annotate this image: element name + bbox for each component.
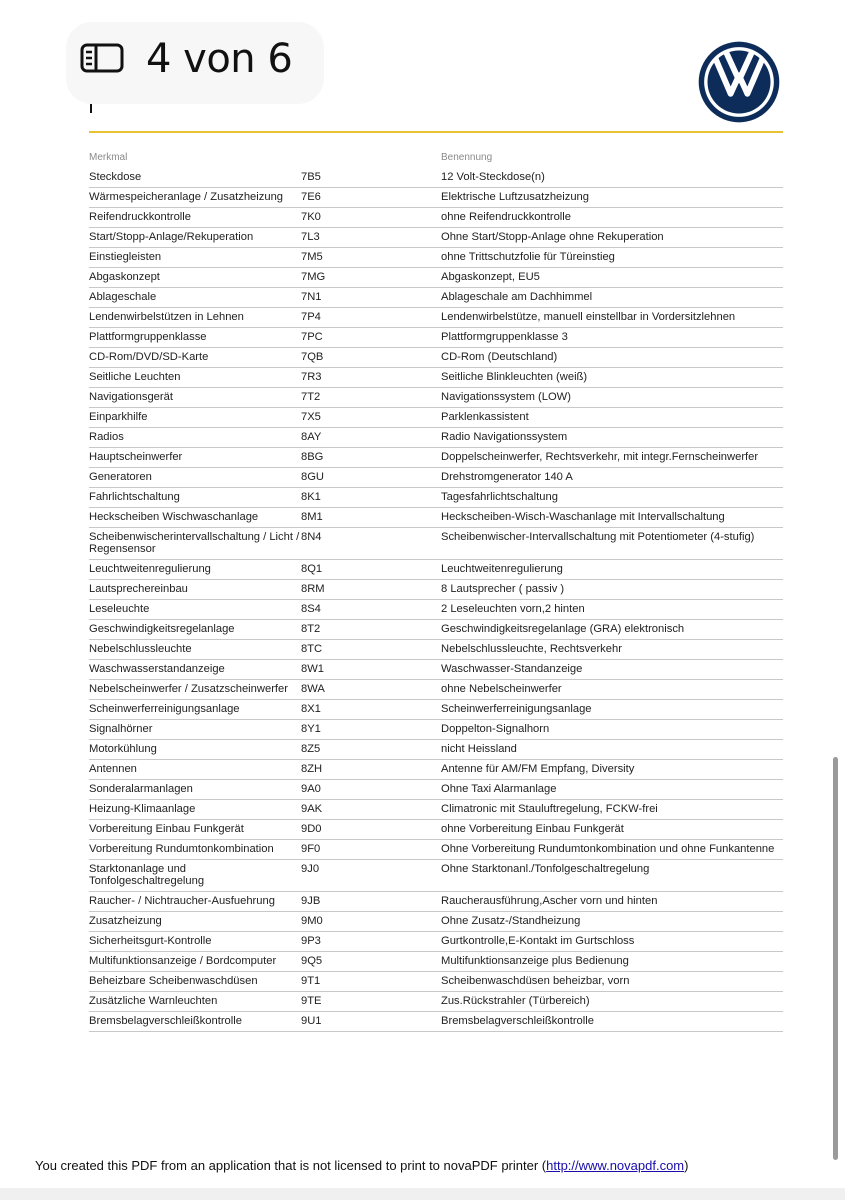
cell-feature: Antennen: [89, 760, 301, 780]
table-row: [89, 488, 783, 508]
cell-feature: Beheizbare Scheibenwaschdüsen: [89, 972, 301, 992]
notice-text: You created this PDF from an application that is not licensed to print to novaPDF printer (: [35, 1158, 547, 1173]
cell-code: 8ZH: [301, 760, 441, 780]
cell-feature: Wärmespeicheranlage / Zusatzheizung: [89, 188, 301, 208]
cell-feature: Heizung-Klimaanlage: [89, 800, 301, 820]
cell-name: Elektrische Luftzusatzheizung: [441, 188, 783, 208]
cell-name: Waschwasser-Standanzeige: [441, 660, 783, 680]
cell-name: Parklenkassistent: [441, 408, 783, 428]
cell-name: Doppelscheinwerfer, Rechtsverkehr, mit integr.Fernscheinwerfer: [441, 448, 783, 468]
cell-name: nicht Heissland: [441, 740, 783, 760]
table-row: [89, 892, 783, 912]
cell-feature: Multifunktionsanzeige / Bordcomputer: [89, 952, 301, 972]
cell-code: 8Y1: [301, 720, 441, 740]
cell-code: 8N4: [301, 528, 441, 560]
page-indicator[interactable]: [66, 22, 324, 104]
table-row: [89, 740, 783, 760]
cell-code: 8AY: [301, 428, 441, 448]
table-row: [89, 368, 783, 388]
cell-name: 12 Volt-Steckdose(n): [441, 168, 783, 188]
cell-code: 7T2: [301, 388, 441, 408]
cell-code: 8RM: [301, 580, 441, 600]
cell-feature: Heckscheiben Wischwaschanlage: [89, 508, 301, 528]
cell-code: 8WA: [301, 680, 441, 700]
table-row: [89, 760, 783, 780]
table-row: [89, 912, 783, 932]
cell-name: Zus.Rückstrahler (Türbereich): [441, 992, 783, 1012]
table-row: [89, 348, 783, 368]
table-row: [89, 640, 783, 660]
cell-code: 8W1: [301, 660, 441, 680]
cell-name: Doppelton-Signalhorn: [441, 720, 783, 740]
cell-feature: Raucher- / Nichtraucher-Ausfuehrung: [89, 892, 301, 912]
cell-code: 7X5: [301, 408, 441, 428]
cell-code: 9A0: [301, 780, 441, 800]
cell-name: CD-Rom (Deutschland): [441, 348, 783, 368]
cell-code: 7E6: [301, 188, 441, 208]
table-row: [89, 932, 783, 952]
cell-name: Navigationssystem (LOW): [441, 388, 783, 408]
cell-code: 7N1: [301, 288, 441, 308]
table-row: [89, 448, 783, 468]
cell-code: 7R3: [301, 368, 441, 388]
header-code: [301, 150, 441, 168]
cell-code: 7PC: [301, 328, 441, 348]
header-rule: [89, 131, 783, 133]
novapdf-notice: [35, 1158, 688, 1173]
cell-name: ohne Vorbereitung Einbau Funkgerät: [441, 820, 783, 840]
table-header-row: [89, 150, 783, 168]
cell-feature: Einstiegleisten: [89, 248, 301, 268]
cell-feature: Zusatzheizung: [89, 912, 301, 932]
cell-feature: Radios: [89, 428, 301, 448]
cell-name: Scheinwerferreinigungsanlage: [441, 700, 783, 720]
cell-name: Ohne Zusatz-/Standheizung: [441, 912, 783, 932]
cell-code: 9T1: [301, 972, 441, 992]
table-row: [89, 840, 783, 860]
vertical-scrollbar[interactable]: [833, 757, 838, 1160]
cell-name: ohne Nebelscheinwerfer: [441, 680, 783, 700]
table-row: [89, 560, 783, 580]
cell-name: ohne Reifendruckkontrolle: [441, 208, 783, 228]
cell-feature: Geschwindigkeitsregelanlage: [89, 620, 301, 640]
header-feature: Merkmal: [89, 152, 128, 163]
cell-name: Scheibenwaschdüsen beheizbar, vorn: [441, 972, 783, 992]
cell-code: 9M0: [301, 912, 441, 932]
cell-name: Ablageschale am Dachhimmel: [441, 288, 783, 308]
cell-name: Lendenwirbelstütze, manuell einstellbar in Vordersitzlehnen: [441, 308, 783, 328]
cell-feature: Scheibenwischerintervallschaltung / Licht / Regensensor: [89, 528, 301, 560]
cell-name: Scheibenwischer-Intervallschaltung mit Potentiometer (4-stufig): [441, 528, 783, 560]
cell-code: 8Z5: [301, 740, 441, 760]
table-row: [89, 1012, 783, 1032]
cell-feature: Vorbereitung Rundumtonkombination: [89, 840, 301, 860]
page-bottom-edge: [0, 1188, 845, 1200]
cell-code: 8GU: [301, 468, 441, 488]
cell-code: 7B5: [301, 168, 441, 188]
table-row: [89, 428, 783, 448]
cell-code: 8X1: [301, 700, 441, 720]
cell-code: 8T2: [301, 620, 441, 640]
cell-feature: Start/Stopp-Anlage/Rekuperation: [89, 228, 301, 248]
text-cursor: [90, 104, 92, 113]
cell-name: 2 Leseleuchten vorn,2 hinten: [441, 600, 783, 620]
cell-feature: Signalhörner: [89, 720, 301, 740]
cell-name: Climatronic mit Stauluftregelung, FCKW-frei: [441, 800, 783, 820]
cell-name: Ohne Taxi Alarmanlage: [441, 780, 783, 800]
table-row: [89, 780, 783, 800]
cell-name: Raucherausführung,Ascher vorn und hinten: [441, 892, 783, 912]
cell-feature: Reifendruckkontrolle: [89, 208, 301, 228]
cell-name: 8 Lautsprecher ( passiv ): [441, 580, 783, 600]
table-row: [89, 720, 783, 740]
cell-code: 9U1: [301, 1012, 441, 1032]
cell-code: 9AK: [301, 800, 441, 820]
header-name: Benennung: [441, 152, 493, 163]
cell-code: 9J0: [301, 860, 441, 892]
cell-code: 8Q1: [301, 560, 441, 580]
cell-name: Drehstromgenerator 140 A: [441, 468, 783, 488]
table-row: [89, 992, 783, 1012]
cell-feature: Steckdose: [89, 168, 301, 188]
cell-name: Gurtkontrolle,E-Kontakt im Gurtschloss: [441, 932, 783, 952]
cell-feature: Leseleuchte: [89, 600, 301, 620]
table-row: [89, 508, 783, 528]
cell-feature: Generatoren: [89, 468, 301, 488]
table-row: [89, 972, 783, 992]
cell-feature: Bremsbelagverschleißkontrolle: [89, 1012, 301, 1032]
table-row: [89, 952, 783, 972]
equipment-table: [89, 150, 783, 1032]
table-row: [89, 308, 783, 328]
cell-feature: Einparkhilfe: [89, 408, 301, 428]
novapdf-link[interactable]: http://www.novapdf.com: [546, 1158, 685, 1173]
cell-name: Bremsbelagverschleißkontrolle: [441, 1012, 783, 1032]
cell-feature: Nebelscheinwerfer / Zusatzscheinwerfer: [89, 680, 301, 700]
cell-feature: Plattformgruppenklasse: [89, 328, 301, 348]
table-row: [89, 620, 783, 640]
cell-code: 8K1: [301, 488, 441, 508]
cell-name: Plattformgruppenklasse 3: [441, 328, 783, 348]
cell-code: 9TE: [301, 992, 441, 1012]
cell-feature: Sonderalarmanlagen: [89, 780, 301, 800]
cell-name: Antenne für AM/FM Empfang, Diversity: [441, 760, 783, 780]
cell-code: 9F0: [301, 840, 441, 860]
cell-code: 8BG: [301, 448, 441, 468]
cell-feature: Lendenwirbelstützen in Lehnen: [89, 308, 301, 328]
cell-code: 7M5: [301, 248, 441, 268]
table-row: [89, 680, 783, 700]
cell-feature: Fahrlichtschaltung: [89, 488, 301, 508]
table-row: [89, 188, 783, 208]
table-row: [89, 800, 783, 820]
cell-code: 7L3: [301, 228, 441, 248]
cell-feature: Vorbereitung Einbau Funkgerät: [89, 820, 301, 840]
table-row: [89, 468, 783, 488]
cell-feature: Nebelschlussleuchte: [89, 640, 301, 660]
table-row: [89, 528, 783, 560]
cell-code: 7K0: [301, 208, 441, 228]
cell-name: ohne Trittschutzfolie für Türeinstieg: [441, 248, 783, 268]
table-row: [89, 288, 783, 308]
cell-name: Ohne Starktonanl./Tonfolgeschaltregelung: [441, 860, 783, 892]
cell-feature: Zusätzliche Warnleuchten: [89, 992, 301, 1012]
cell-feature: Leuchtweitenregulierung: [89, 560, 301, 580]
cell-feature: Lautsprechereinbau: [89, 580, 301, 600]
table-row: [89, 328, 783, 348]
cell-feature: Sicherheitsgurt-Kontrolle: [89, 932, 301, 952]
table-row: [89, 388, 783, 408]
cell-name: Geschwindigkeitsregelanlage (GRA) elektronisch: [441, 620, 783, 640]
cell-name: Tagesfahrlichtschaltung: [441, 488, 783, 508]
cell-code: 7MG: [301, 268, 441, 288]
cell-feature: Motorkühlung: [89, 740, 301, 760]
page-indicator-label: 4 von 6: [146, 36, 293, 82]
table-row: [89, 860, 783, 892]
cell-code: 8S4: [301, 600, 441, 620]
cell-code: 9Q5: [301, 952, 441, 972]
cell-name: Radio Navigationssystem: [441, 428, 783, 448]
table-row: [89, 248, 783, 268]
cell-name: Leuchtweitenregulierung: [441, 560, 783, 580]
cell-feature: Waschwasserstandanzeige: [89, 660, 301, 680]
table-row: [89, 268, 783, 288]
cell-code: 8M1: [301, 508, 441, 528]
cell-name: Ohne Vorbereitung Rundumtonkombination und ohne Funkantenne: [441, 840, 783, 860]
table-row: [89, 700, 783, 720]
table-row: [89, 208, 783, 228]
cell-code: 7QB: [301, 348, 441, 368]
cell-feature: Navigationsgerät: [89, 388, 301, 408]
cell-name: Seitliche Blinkleuchten (weiß): [441, 368, 783, 388]
table-row: [89, 600, 783, 620]
cell-feature: Hauptscheinwerfer: [89, 448, 301, 468]
table-row: [89, 408, 783, 428]
cell-feature: Starktonanlage und Tonfolgeschaltregelung: [89, 860, 301, 892]
cell-code: 8TC: [301, 640, 441, 660]
cell-name: Abgaskonzept, EU5: [441, 268, 783, 288]
cell-name: Nebelschlussleuchte, Rechtsverkehr: [441, 640, 783, 660]
cell-name: Multifunktionsanzeige plus Bedienung: [441, 952, 783, 972]
table-row: [89, 580, 783, 600]
cell-name: Heckscheiben-Wisch-Waschanlage mit Intervallschaltung: [441, 508, 783, 528]
cell-feature: Abgaskonzept: [89, 268, 301, 288]
table-row: [89, 820, 783, 840]
cell-name: Ohne Start/Stopp-Anlage ohne Rekuperation: [441, 228, 783, 248]
reader-book-icon: [80, 43, 124, 73]
cell-code: 9D0: [301, 820, 441, 840]
cell-code: 7P4: [301, 308, 441, 328]
cell-code: 9P3: [301, 932, 441, 952]
cell-feature: Ablageschale: [89, 288, 301, 308]
cell-feature: CD-Rom/DVD/SD-Karte: [89, 348, 301, 368]
vw-logo: [697, 40, 781, 124]
table-row: [89, 228, 783, 248]
cell-feature: Seitliche Leuchten: [89, 368, 301, 388]
cell-code: 9JB: [301, 892, 441, 912]
table-row: [89, 168, 783, 188]
cell-feature: Scheinwerferreinigungsanlage: [89, 700, 301, 720]
notice-close: ): [684, 1158, 689, 1173]
table-row: [89, 660, 783, 680]
